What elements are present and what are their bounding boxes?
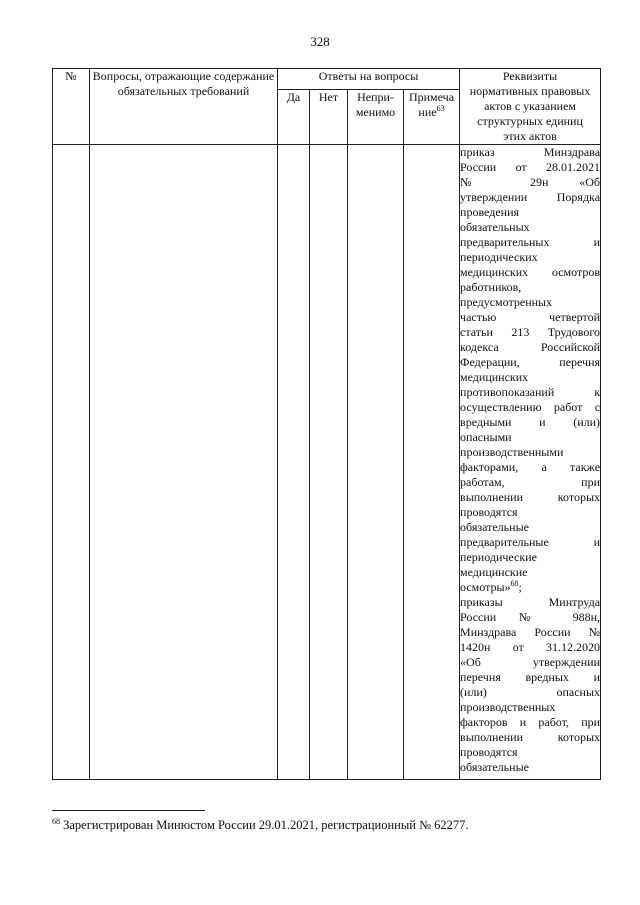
cell-yes <box>278 145 310 780</box>
requisites-line: обязательных <box>460 220 530 234</box>
requisites-line: медицинские <box>460 565 528 579</box>
footnote-divider <box>52 810 205 811</box>
cell-question <box>90 145 278 780</box>
requisites-semicolon: ; <box>518 580 522 594</box>
requisites-line: утверждении Порядка <box>460 190 601 204</box>
cell-not-applicable <box>348 145 404 780</box>
requisites-line: «Об утверждении <box>460 655 601 669</box>
cell-requisites <box>460 145 601 780</box>
requisites-line: кодекса Российской <box>460 340 601 354</box>
header-na-line: Непри- <box>357 90 394 104</box>
footnote-marker-68: 68 <box>510 580 519 588</box>
header-note-line: Примеча <box>408 90 455 104</box>
requisites-line: периодические <box>460 550 537 564</box>
requisites-line: периодических <box>460 250 538 264</box>
requisites-line: проводятся <box>460 745 518 759</box>
requisites-line: факторов и работ, при <box>460 715 601 729</box>
header-answers: Ответы на вопросы <box>278 69 460 90</box>
cell-note <box>404 145 460 780</box>
cell-number <box>53 145 90 780</box>
header-yes: Да <box>278 90 310 145</box>
requisites-line: медицинских <box>460 370 529 384</box>
requisites-line: выполнении которых <box>460 730 601 744</box>
requisites-line: выполнении которых <box>460 490 601 504</box>
requisites-line: работников, <box>460 280 522 294</box>
requisites-line: предусмотренных <box>460 295 553 309</box>
requisites-line: России № 988н, <box>460 610 601 624</box>
requisites-line: предварительные и <box>460 535 601 549</box>
footnote-number: 68 <box>52 816 60 826</box>
requisites-line: факторами, а также <box>460 460 601 474</box>
header-requisites-line: нормативных правовых <box>469 84 591 98</box>
header-number: № <box>53 69 90 145</box>
header-na-line: менимо <box>355 105 396 119</box>
footnote-marker-63: 63 <box>436 104 445 113</box>
header-note-line: ние <box>418 105 437 119</box>
requisites-line: производственными <box>460 445 564 459</box>
table-row <box>53 145 601 780</box>
header-requisites-line: Реквизиты <box>502 69 558 83</box>
footnote-text: Зарегистрирован Минюстом России 29.01.2021, регистрационный № 62277. <box>60 818 469 832</box>
requisites-line: перечня вредных и <box>460 670 601 684</box>
requisites-line: осуществлению работ с <box>460 400 601 414</box>
requisites-line: противопоказаний к <box>460 385 601 399</box>
requisites-line: опасными <box>460 430 512 444</box>
header-requisites-line: структурных единиц <box>477 114 583 128</box>
requisites-line: обязательные <box>460 760 529 774</box>
requisites-line: приказы Минтруда <box>460 595 601 609</box>
requisites-line: проведения <box>460 205 520 219</box>
requisites-line: Минздрава России № <box>460 625 601 639</box>
requisites-line: приказ Минздрава <box>460 145 601 159</box>
requisites-line: № 29н «Об <box>460 175 601 189</box>
requisites-line: работам, при <box>460 475 601 489</box>
requirements-table <box>52 68 601 780</box>
requisites-osmotry: осмотры» <box>460 580 511 594</box>
requisites-line: предварительных и <box>460 235 601 249</box>
requisites-line: производственных <box>460 700 556 714</box>
header-no: Нет <box>310 90 348 145</box>
requisites-line: статьи 213 Трудового <box>460 325 601 339</box>
requisites-line: медицинских осмотров <box>460 265 601 279</box>
requisites-line: обязательные <box>460 520 529 534</box>
header-requisites-line: этих актов <box>503 129 557 143</box>
header-requisites <box>460 69 601 145</box>
requisites-line: 1420н от 31.12.2020 <box>460 640 601 654</box>
page-number: 328 <box>310 34 330 49</box>
requisites-line: проводятся <box>460 505 518 519</box>
requisites-line: России от 28.01.2021 <box>460 160 601 174</box>
footnote <box>52 818 469 833</box>
header-questions: Вопросы, отражающие содержание обязательных требований <box>90 69 278 145</box>
cell-no <box>310 145 348 780</box>
requisites-line: Федерации, перечня <box>460 355 601 369</box>
header-requisites-line: актов с указанием <box>484 99 576 113</box>
header-note <box>404 90 460 145</box>
header-not-applicable <box>348 90 404 145</box>
requisites-line: вредными и (или) <box>460 415 601 429</box>
requisites-line <box>460 580 600 595</box>
requisites-line: частью четвертой <box>460 310 601 324</box>
requisites-line: (или) опасных <box>460 685 601 699</box>
